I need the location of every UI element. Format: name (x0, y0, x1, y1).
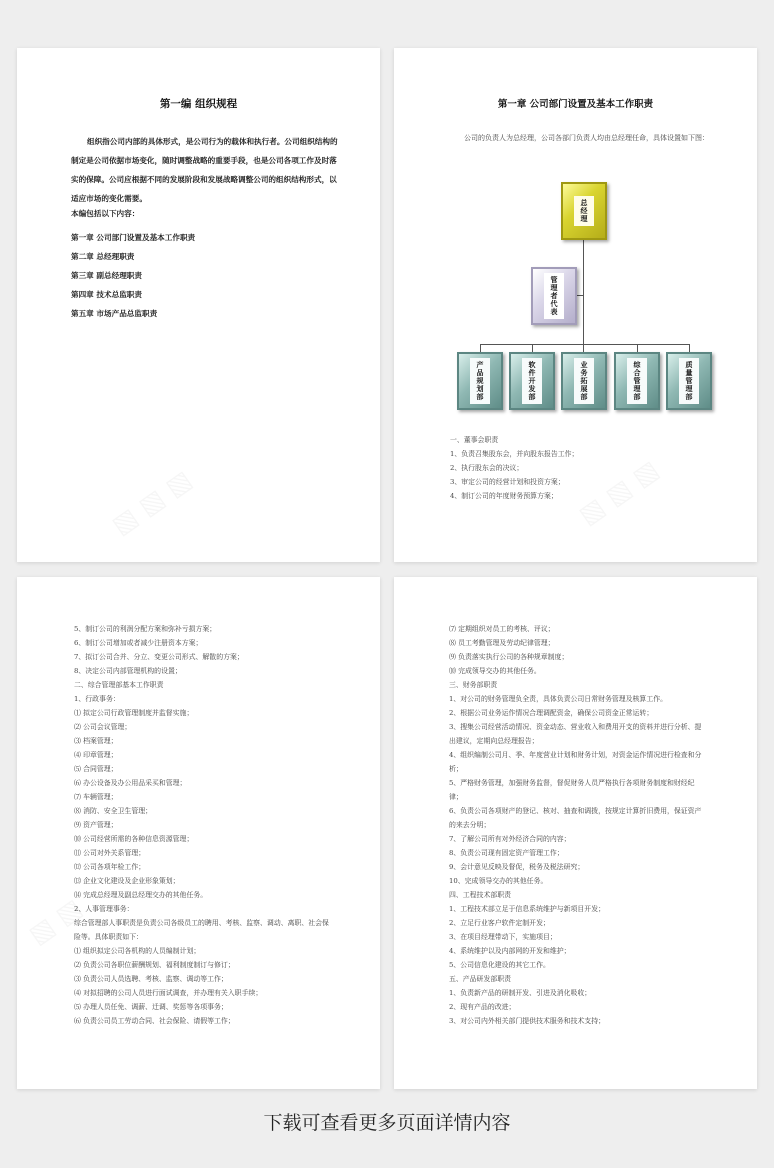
org-box-dept: 综合管理部 (614, 352, 660, 410)
text-line: 1、行政事务： (74, 695, 120, 703)
text-line: ⑴ 组织拟定公司各机构的人员编制计划； (74, 947, 201, 955)
text-line: ⑻ 消防、安全卫生管理； (74, 807, 152, 815)
page-2-title: 第一章 公司部门设置及基本工作职责 (497, 99, 654, 110)
text-line: 五、产品研发部职责 (449, 975, 512, 983)
text-line: ⑿ 公司各项年检工作； (74, 863, 146, 871)
text-line: 三、财务部职责 (449, 681, 498, 689)
text-line: 一、董事会职责 (450, 436, 499, 444)
text-line: 3、搜集公司经营活动情况、资金动态、营业收入和费用开支的资料并进行分析、提出建议，定期向总经理报告； (449, 723, 702, 745)
text-line: 6、负责公司各项财产的登记、核对、抽查和调拨，按规定计算折旧费用，保证资产的来去分明； (449, 807, 702, 829)
text-line: ⑷ 印章管理； (74, 751, 118, 759)
page-1-title: 第一编 组织规程 (159, 98, 238, 110)
text-line: ⑷ 对拟招聘的公司人员进行面试调查，并办理有关入职手续； (74, 989, 263, 997)
text-line: 二、综合管理部基本工作职责 (74, 681, 164, 689)
text-line: ⑺ 定期组织对员工的考核、评议； (449, 625, 555, 633)
text-line: 4、系统维护以及内部网的开发和维护； (449, 947, 571, 955)
page-3 (17, 577, 380, 1089)
page-1-includes-label: 本编包括以下内容： (71, 209, 140, 218)
text-line: ⑼ 负责落实执行公司的各种规章制度； (449, 653, 569, 661)
text-line: 1、工程技术部立足于信息系统维护与新项目开发； (449, 905, 605, 913)
org-box-dept: 业务拓展部 (561, 352, 607, 410)
text-line: ⑼ 资产管理； (74, 821, 118, 829)
page-4 (394, 577, 757, 1089)
download-more-caption: 下载可查看更多页面详情内容 (263, 1112, 511, 1134)
text-line: 2、人事管理事务： (74, 905, 134, 913)
toc-item: 第五章 市场产品总监职责 (71, 309, 158, 318)
text-line: 5、制订公司的利润分配方案和弥补亏损方案； (74, 625, 217, 633)
text-line: 10、完成领导交办的其他任务。 (449, 877, 548, 885)
toc-item: 第二章 总经理职责 (71, 252, 135, 261)
text-line: ⑹ 办公设备及办公用品采买和管理； (74, 779, 187, 787)
text-line: 4、组织编制公司月、季、年度营业计划和财务计划，对资金运作情况进行检查和分析； (449, 751, 702, 773)
org-box-dept: 产品规划部 (457, 352, 503, 410)
text-line: ⑴ 拟定公司行政管理制度并监督实施； (74, 709, 194, 717)
toc-item: 第三章 副总经理职责 (71, 271, 142, 280)
text-line: ⒁ 完成总经理及副总经理交办的其他任务。 (74, 891, 208, 899)
org-connector (637, 344, 638, 352)
text-line: 综合管理部人事职责是负责公司各级员工的聘用、考核、监察、调动、离职、社会保险等。具体职责如下： (74, 919, 329, 941)
text-line: ⒀ 企业文化建设及企业形象策划； (74, 877, 180, 885)
page-4-text (449, 622, 707, 1028)
text-line: 4、制订公司的年度财务预算方案； (450, 492, 558, 500)
org-connector (689, 344, 690, 352)
text-line: 9、会计意见反映及督促，税务及税法研究； (449, 863, 585, 871)
text-line: 3、在项目经理带动下，实施项目； (449, 933, 557, 941)
text-line: ⑻ 员工考勤管理及劳动纪律管理； (449, 639, 555, 647)
text-line: ⑹ 负责公司员工劳动合同、社会保险、请假等工作； (74, 1017, 235, 1025)
text-line: ⑺ 车辆管理； (74, 793, 118, 801)
org-connector (583, 240, 584, 352)
text-line: 2、根据公司业务运作情况合理调配资金，确保公司资金正常运转； (449, 709, 654, 717)
table-of-contents (71, 228, 195, 323)
text-line: ⑸ 合同管理； (74, 765, 118, 773)
text-line: ⑵ 负责公司各职位薪酬规划、福利制度制订与修订； (74, 961, 235, 969)
org-box-dept: 软件开发部 (509, 352, 555, 410)
text-line: 5、严格财务管理，加强财务监督，督促财务人员严格执行各项财务制度和财经纪律； (449, 779, 695, 801)
text-line: 3、审定公司的经营计划和投资方案； (450, 478, 565, 486)
org-connector (480, 344, 689, 345)
text-line: ⑽ 公司经营所需的各种信息资源管理； (74, 835, 194, 843)
text-line: 1、负责新产品的研制开发、引进及消化吸收； (449, 989, 592, 997)
org-box-dept: 质量管理部 (666, 352, 712, 410)
text-line: 2、立足行业客户软件定制开发； (449, 919, 550, 927)
org-connector (480, 344, 481, 352)
page-2-intro: 公司的负责人为总经理，公司各部门负责人均由总经理任命，具体设置如下图： (464, 134, 709, 142)
watermark (107, 465, 198, 541)
text-line: 1、对公司的财务管理负全责，具体负责公司日常财务管理及核算工作。 (449, 695, 667, 703)
watermark (574, 455, 665, 531)
text-line: ⑽ 完成领导交办的其他任务。 (449, 667, 541, 675)
text-line: ⑾ 公司对外关系管理； (74, 849, 146, 857)
page-1-intro: 组织指公司内部的具体形式，是公司行为的载体和执行者。公司组织结构的制定是公司依据市场变化，随时调整战略的重要手段，也是公司各项工作及时落实的保障。公司应根据不同的发展阶段和发展战略调整公司的组织结构形式，以适应市场的变化需要。 (71, 137, 338, 203)
text-line: ⑵ 公司会议管理； (74, 723, 132, 731)
toc-item: 第一章 公司部门设置及基本工作职责 (71, 233, 196, 242)
text-line: 7、拟订公司合并、分立、变更公司形式、解散的方案； (74, 653, 244, 661)
text-line: ⑸ 办理人员任免、调薪、迁调、奖惩等各项事务； (74, 1003, 228, 1011)
text-line: 8、决定公司内部管理机构的设置； (74, 667, 182, 675)
text-line: 3、对公司内外相关部门提供技术服务和技术支持； (449, 1017, 605, 1025)
text-line: 8、负责公司现有固定资产管理工作； (449, 849, 564, 857)
text-line: 1、负责召集股东会，并向股东报告工作； (450, 450, 579, 458)
text-line: 6、制订公司增加或者减少注册资本方案； (74, 639, 203, 647)
org-box-management-representative: 管理者代表 (531, 267, 577, 325)
text-line: 7、了解公司所有对外经济合同的内容； (449, 835, 571, 843)
text-line: 2、执行股东会的决议； (450, 464, 524, 472)
page-2-text (450, 433, 578, 503)
text-line: ⑶ 负责公司人员选聘、考核、监察、调动等工作； (74, 975, 228, 983)
org-connector (577, 295, 584, 296)
page-3-text (74, 622, 332, 1028)
text-line: 四、工程技术部职责 (449, 891, 512, 899)
text-line: 2、现有产品的改进； (449, 1003, 516, 1011)
text-line: ⑶ 档案管理； (74, 737, 118, 745)
page-1 (17, 48, 380, 562)
org-box-general-manager: 总经理 (561, 182, 607, 240)
org-connector (532, 344, 533, 352)
toc-item: 第四章 技术总监职责 (71, 290, 142, 299)
text-line: 5、公司信息化建设的其它工作。 (449, 961, 550, 969)
page-2 (394, 48, 757, 562)
